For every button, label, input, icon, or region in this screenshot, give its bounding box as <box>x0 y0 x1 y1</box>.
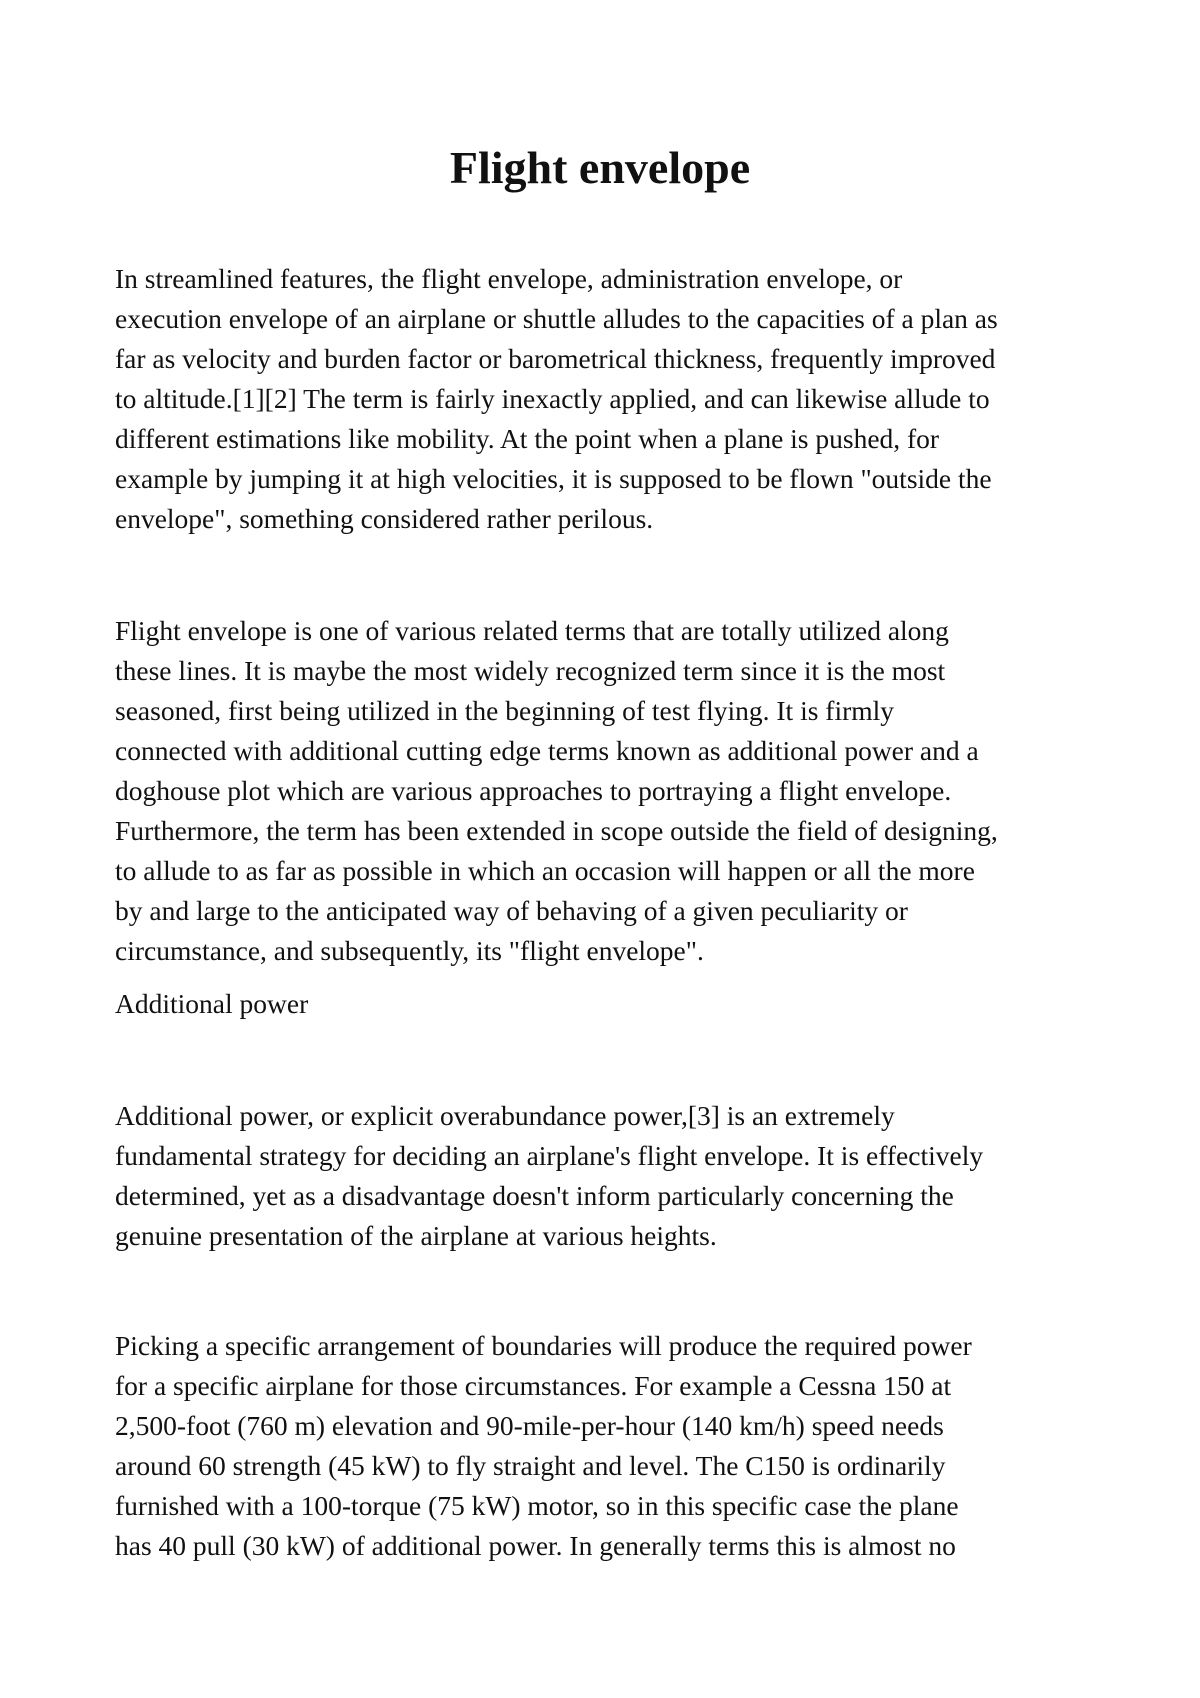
text-line: these lines. It is maybe the most widely recognized term since it is the most <box>115 655 946 686</box>
text-line: example by jumping it at high velocities, it is supposed to be flown "outside the <box>115 463 992 494</box>
text-line: Additional power, or explicit overabundance power,[3] is an extremely <box>115 1100 895 1131</box>
text-line: circumstance, and subsequently, its "flight envelope". <box>115 935 704 966</box>
text-line: has 40 pull (30 kW) of additional power. In generally terms this is almost no <box>115 1530 956 1561</box>
text-line: determined, yet as a disadvantage doesn't inform particularly concerning the <box>115 1180 954 1211</box>
paragraph-cessna-example <box>115 1326 1115 1566</box>
text-line: seasoned, first being utilized in the beginning of test flying. It is firmly <box>115 695 895 726</box>
text-line: Picking a specific arrangement of boundaries will produce the required power <box>115 1330 972 1361</box>
paragraph-intro <box>115 259 1115 539</box>
text-line: to allude to as far as possible in which an occasion will happen or all the more <box>115 855 975 886</box>
paragraph-related-terms <box>115 611 1115 971</box>
page-title: Flight envelope <box>449 142 751 193</box>
heading-text: Additional power <box>115 988 309 1019</box>
text-line: far as velocity and burden factor or barometrical thickness, frequently improved <box>115 343 996 374</box>
text-line: Flight envelope is one of various related terms that are totally utilized along <box>115 615 949 646</box>
text-line: In streamlined features, the flight envelope, administration envelope, or <box>115 263 903 294</box>
text-line: to altitude.[1][2] The term is fairly inexactly applied, and can likewise allude to <box>115 383 990 414</box>
paragraph-additional-power <box>115 1096 1115 1256</box>
text-line: Furthermore, the term has been extended in scope outside the field of designing, <box>115 815 998 846</box>
section-heading-additional-power <box>115 984 1115 1024</box>
text-line: 2,500-foot (760 m) elevation and 90-mile-per-hour (140 km/h) speed needs <box>115 1410 944 1441</box>
text-line: for a specific airplane for those circumstances. For example a Cessna 150 at <box>115 1370 952 1401</box>
text-line: different estimations like mobility. At the point when a plane is pushed, for <box>115 423 940 454</box>
text-line: genuine presentation of the airplane at various heights. <box>115 1220 717 1251</box>
text-line: furnished with a 100-torque (75 kW) motor, so in this specific case the plane <box>115 1490 959 1521</box>
text-line: envelope", something considered rather perilous. <box>115 503 654 534</box>
text-line: execution envelope of an airplane or shuttle alludes to the capacities of a plan as <box>115 303 998 334</box>
text-line: by and large to the anticipated way of behaving of a given peculiarity or <box>115 895 908 926</box>
text-line: fundamental strategy for deciding an airplane's flight envelope. It is effectively <box>115 1140 984 1171</box>
text-line: around 60 strength (45 kW) to fly straight and level. The C150 is ordinarily <box>115 1450 946 1481</box>
text-line: doghouse plot which are various approaches to portraying a flight envelope. <box>115 775 952 806</box>
text-line: connected with additional cutting edge terms known as additional power and a <box>115 735 979 766</box>
